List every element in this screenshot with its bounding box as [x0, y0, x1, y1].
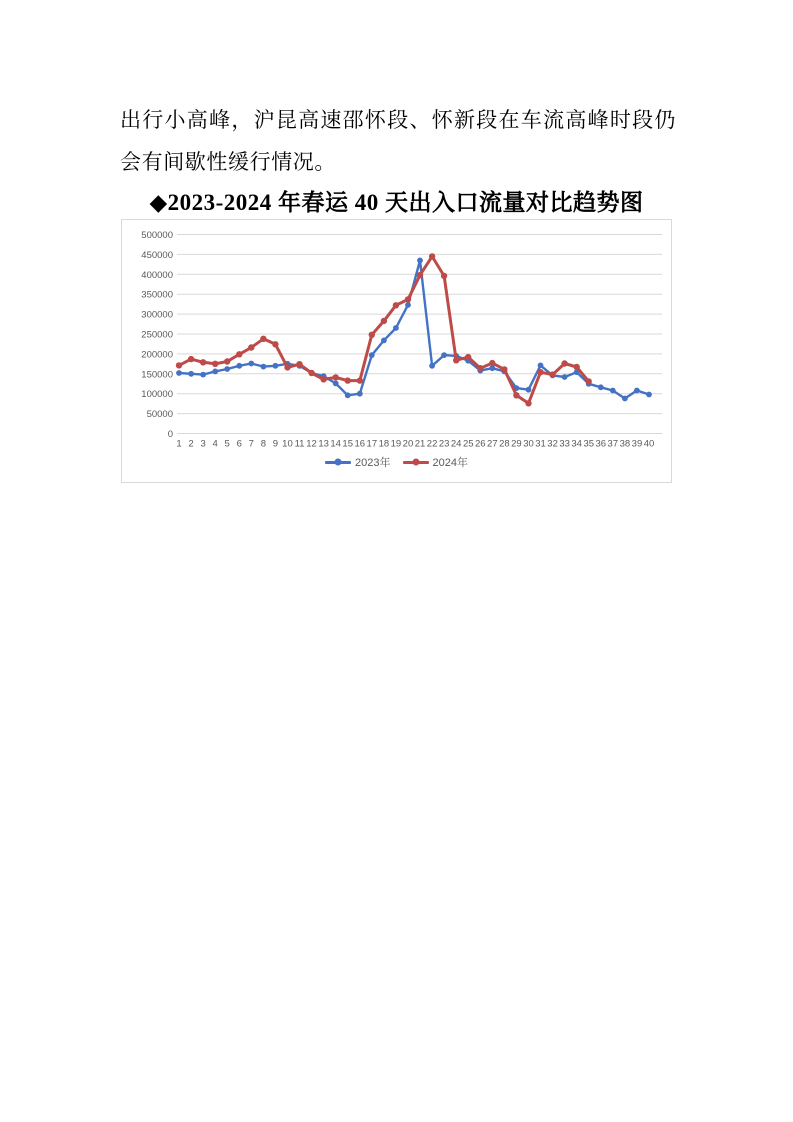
- x-axis-tick-label: 12: [306, 438, 317, 450]
- x-axis-tick-label: 30: [523, 438, 534, 450]
- y-axis-tick-label: 500000: [141, 230, 173, 241]
- series-2023-point: [200, 372, 206, 378]
- series-2023-point: [212, 369, 218, 375]
- series-2024-point: [381, 318, 387, 324]
- x-axis-tick-label: 14: [330, 438, 341, 450]
- series-2024-point: [405, 296, 411, 302]
- series-2023-point: [538, 363, 544, 369]
- series-2024-point: [333, 374, 339, 380]
- y-axis-tick-label: 350000: [141, 289, 173, 301]
- x-axis-tick-label: 2: [188, 438, 194, 450]
- series-2024-point: [561, 360, 567, 366]
- series-2024-point: [513, 392, 519, 398]
- series-2024-point: [272, 341, 278, 347]
- x-axis-tick-label: 16: [354, 438, 366, 450]
- series-2024-point: [357, 377, 363, 383]
- x-axis-tick-label: 15: [342, 438, 354, 450]
- x-axis-tick-label: 34: [571, 438, 582, 450]
- x-axis-tick-label: 37: [607, 438, 619, 450]
- y-axis-tick-label: 150000: [141, 369, 173, 381]
- legend-item-2023: [325, 454, 390, 470]
- x-axis-tick-label: 17: [366, 438, 378, 450]
- series-2023-point: [441, 352, 447, 358]
- x-axis-tick-label: 31: [535, 438, 546, 450]
- series-2024-point: [429, 253, 435, 259]
- x-axis-tick-label: 33: [559, 438, 570, 450]
- series-2023-point: [345, 392, 351, 398]
- series-2024-point: [296, 361, 302, 367]
- series-2024-point: [200, 359, 206, 365]
- y-axis-tick-label: 100000: [141, 389, 173, 401]
- x-axis-tick-label: 21: [414, 438, 426, 450]
- x-axis-tick-label: 39: [631, 438, 643, 450]
- x-axis-tick-label: 5: [224, 438, 230, 450]
- series-2023-point: [224, 366, 230, 372]
- y-axis-tick-label: 0: [167, 429, 173, 440]
- x-axis-tick-label: 18: [378, 438, 390, 450]
- x-axis-tick-label: 4: [212, 438, 218, 450]
- series-2024-point: [212, 361, 218, 367]
- series-2023-point: [610, 388, 616, 394]
- series-2023-point: [622, 396, 628, 402]
- series-2024-point: [501, 366, 507, 372]
- y-axis-tick-label: 250000: [141, 329, 173, 341]
- legend-marker-2023-icon: [325, 461, 351, 464]
- x-axis-tick-label: 3: [200, 438, 206, 450]
- x-axis-tick-label: 28: [499, 438, 510, 450]
- series-2024-point: [224, 358, 230, 364]
- flow-comparison-chart: [121, 219, 672, 483]
- y-axis-tick-label: 400000: [141, 269, 173, 281]
- y-axis-tick-label: 300000: [141, 309, 173, 321]
- y-axis-tick-label: 200000: [141, 349, 173, 361]
- x-axis-tick-label: 7: [248, 438, 254, 450]
- series-2023-point: [526, 387, 532, 393]
- series-2024-point: [260, 336, 266, 342]
- x-axis-tick-label: 8: [260, 438, 267, 450]
- series-2024-point: [236, 351, 242, 357]
- series-2024-point: [441, 273, 447, 279]
- chart-legend: [122, 454, 671, 470]
- x-axis-tick-label: 22: [426, 438, 438, 450]
- x-axis-tick-label: 38: [619, 438, 631, 450]
- x-axis-tick-label: 40: [643, 438, 655, 450]
- series-2023-point: [562, 374, 568, 380]
- series-2024-point: [537, 369, 543, 375]
- series-2024-point: [248, 344, 254, 350]
- series-2024-point: [345, 377, 351, 383]
- series-2024-point: [176, 362, 182, 368]
- series-2023-point: [333, 381, 339, 387]
- x-axis-tick-label: 26: [474, 438, 486, 450]
- series-2024-point: [393, 302, 399, 308]
- series-2023-point: [248, 361, 254, 367]
- series-2024-point: [465, 354, 471, 360]
- series-2024-point: [453, 357, 459, 363]
- x-axis-tick-label: 20: [402, 438, 414, 450]
- chart-canvas: [122, 220, 671, 482]
- series-2024-point: [369, 332, 375, 338]
- series-2023-point: [417, 258, 423, 264]
- series-2023-point: [634, 388, 640, 394]
- series-2024-point: [574, 364, 580, 370]
- x-axis-tick-label: 13: [318, 438, 329, 450]
- x-axis-tick-label: 29: [511, 438, 522, 450]
- series-2024-point: [417, 272, 423, 278]
- series-2023-point: [236, 363, 242, 369]
- x-axis-tick-label: 27: [487, 438, 498, 450]
- x-axis-tick-label: 1: [176, 438, 182, 450]
- x-axis-tick-label: 11: [294, 438, 305, 450]
- x-axis-tick-label: 23: [438, 438, 450, 450]
- series-2024-point: [477, 365, 483, 371]
- series-2023-point: [405, 302, 411, 308]
- x-axis-tick-label: 6: [236, 438, 242, 450]
- series-2023-point: [393, 325, 399, 331]
- series-2024-point: [308, 370, 314, 376]
- series-2023-point: [176, 370, 182, 376]
- chart-title: ◆2023-2024 年春运 40 天出入口流量对比趋势图: [149, 190, 644, 215]
- y-axis-tick-label: 450000: [141, 249, 173, 261]
- series-2024-point: [525, 400, 531, 406]
- series-2023-point: [429, 363, 435, 369]
- series-2023-point: [261, 364, 267, 370]
- x-axis-tick-label: 35: [583, 438, 595, 450]
- body-paragraph: 出行小高峰，沪昆高速邵怀段、怀新段在车流高峰时段仍会有间歇性缓行情况。: [120, 108, 676, 174]
- x-axis-tick-label: 24: [450, 438, 462, 450]
- series-2023-point: [598, 384, 604, 390]
- x-axis-tick-label: 36: [595, 438, 607, 450]
- series-2024-point: [284, 364, 290, 370]
- series-2023-point: [357, 391, 363, 397]
- series-2023-point: [273, 363, 279, 369]
- legend-label-2024: 2024年: [432, 457, 468, 469]
- series-2023-point: [369, 352, 375, 358]
- legend-item-2024: [403, 454, 468, 470]
- series-2023-point: [646, 392, 652, 398]
- series-2024-point: [489, 360, 495, 366]
- x-axis-tick-label: 25: [462, 438, 474, 450]
- series-2024-point: [586, 378, 592, 384]
- series-2023-point: [188, 371, 194, 377]
- legend-marker-2024-icon: [403, 461, 429, 464]
- y-axis-tick-label: 50000: [146, 409, 173, 421]
- x-axis-tick-label: 32: [547, 438, 558, 450]
- x-axis-tick-label: 10: [282, 438, 293, 450]
- series-2024-point: [320, 376, 326, 382]
- series-2023-line: [179, 260, 649, 398]
- legend-label-2023: 2023年: [355, 457, 391, 469]
- x-axis-tick-label: 9: [272, 438, 279, 450]
- series-2024-point: [549, 371, 555, 377]
- series-2024-point: [188, 356, 194, 362]
- x-axis-tick-label: 19: [390, 438, 402, 450]
- series-2024-line: [179, 256, 589, 403]
- series-2023-point: [381, 338, 387, 344]
